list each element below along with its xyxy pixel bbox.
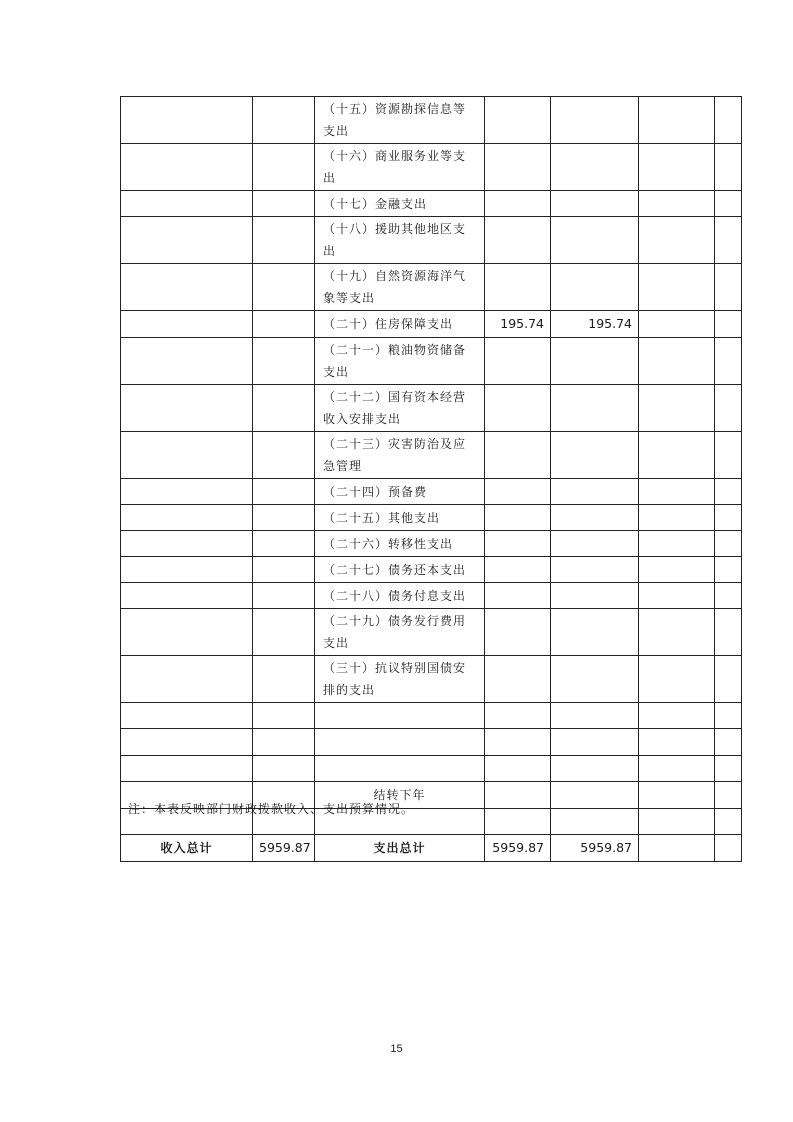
income-amount-cell — [253, 144, 315, 191]
expense-total-cell — [485, 264, 551, 311]
expense-fund-cell — [639, 729, 715, 756]
expense-total-cell — [485, 557, 551, 583]
expense-total-cell — [485, 782, 551, 809]
expense-general-cell — [551, 782, 639, 809]
income-item-cell — [121, 311, 253, 338]
expense-fund-cell — [639, 756, 715, 782]
expense-total-cell — [485, 338, 551, 385]
income-amount-cell — [253, 756, 315, 782]
expense-fund-cell — [639, 217, 715, 264]
expense-total-cell — [485, 656, 551, 703]
income-amount-cell — [253, 609, 315, 656]
expense-fund-cell — [639, 385, 715, 432]
expense-other-cell — [715, 809, 742, 835]
income-amount-cell — [253, 432, 315, 479]
expense-other-cell — [715, 338, 742, 385]
expense-fund-cell — [639, 703, 715, 729]
table-row — [121, 385, 742, 432]
expense-total-cell — [485, 609, 551, 656]
expense-total-cell — [485, 217, 551, 264]
income-amount-cell — [253, 338, 315, 385]
expense-general-cell — [551, 703, 639, 729]
expense-total-cell — [485, 583, 551, 609]
expense-item-cell: （二十六）转移性支出 — [315, 531, 485, 557]
income-total-value: 5959.87 — [253, 835, 315, 862]
expense-general-cell — [551, 557, 639, 583]
income-item-cell — [121, 217, 253, 264]
total-row — [121, 835, 742, 862]
expense-fund-cell — [639, 311, 715, 338]
expense-fund-total-value — [639, 835, 715, 862]
expense-fund-cell — [639, 583, 715, 609]
income-amount-cell — [253, 583, 315, 609]
expense-item-cell: （二十九）债务发行费用支出 — [315, 609, 485, 656]
expense-general-cell — [551, 338, 639, 385]
expense-item-cell: （十五）资源勘探信息等支出 — [315, 97, 485, 144]
budget-table — [120, 96, 742, 862]
income-amount-cell — [253, 479, 315, 505]
income-amount-cell — [253, 557, 315, 583]
expense-other-cell — [715, 609, 742, 656]
expense-item-cell: （十七）金融支出 — [315, 191, 485, 217]
expense-fund-cell — [639, 531, 715, 557]
expense-other-cell — [715, 191, 742, 217]
table-row — [121, 97, 742, 144]
table-row — [121, 479, 742, 505]
expense-fund-cell — [639, 264, 715, 311]
income-amount-cell — [253, 729, 315, 756]
table-row — [121, 338, 742, 385]
expense-item-cell: （二十三）灾害防治及应急管理 — [315, 432, 485, 479]
income-amount-cell — [253, 217, 315, 264]
expense-fund-cell — [639, 809, 715, 835]
expense-general-cell — [551, 583, 639, 609]
income-item-cell — [121, 338, 253, 385]
table-row — [121, 311, 742, 338]
expense-general-cell — [551, 432, 639, 479]
table-row — [121, 703, 742, 729]
expense-other-cell — [715, 97, 742, 144]
expense-other-total-value — [715, 835, 742, 862]
expense-total-cell — [485, 505, 551, 531]
expense-other-cell — [715, 385, 742, 432]
expense-general-cell: 195.74 — [551, 311, 639, 338]
income-item-cell — [121, 557, 253, 583]
expense-other-cell — [715, 583, 742, 609]
expense-item-cell: （十六）商业服务业等支出 — [315, 144, 485, 191]
expense-fund-cell — [639, 338, 715, 385]
expense-general-total-value: 5959.87 — [551, 835, 639, 862]
income-item-cell — [121, 191, 253, 217]
expense-other-cell — [715, 782, 742, 809]
income-item-cell — [121, 583, 253, 609]
expense-total-cell: 195.74 — [485, 311, 551, 338]
expense-item-cell: （十八）援助其他地区支出 — [315, 217, 485, 264]
table-row — [121, 609, 742, 656]
expense-total-cell — [485, 531, 551, 557]
expense-item-cell: （二十七）债务还本支出 — [315, 557, 485, 583]
expense-total-cell — [485, 729, 551, 756]
expense-other-cell — [715, 264, 742, 311]
expense-general-cell — [551, 385, 639, 432]
income-item-cell — [121, 656, 253, 703]
expense-general-cell — [551, 479, 639, 505]
expense-general-cell — [551, 729, 639, 756]
expense-item-cell: （二十八）债务付息支出 — [315, 583, 485, 609]
expense-other-cell — [715, 729, 742, 756]
expense-fund-cell — [639, 432, 715, 479]
income-item-cell — [121, 479, 253, 505]
table-row — [121, 583, 742, 609]
income-item-cell — [121, 609, 253, 656]
expense-fund-cell — [639, 557, 715, 583]
table-row — [121, 144, 742, 191]
expense-other-cell — [715, 531, 742, 557]
expense-item-cell: （二十）住房保障支出 — [315, 311, 485, 338]
expense-general-cell — [551, 264, 639, 311]
expense-general-cell — [551, 809, 639, 835]
expense-fund-cell — [639, 191, 715, 217]
expense-other-cell — [715, 432, 742, 479]
table-row — [121, 264, 742, 311]
expense-total-cell — [485, 703, 551, 729]
expense-general-cell — [551, 656, 639, 703]
expense-item-cell: （二十五）其他支出 — [315, 505, 485, 531]
income-amount-cell — [253, 385, 315, 432]
income-amount-cell — [253, 191, 315, 217]
income-item-cell — [121, 432, 253, 479]
expense-fund-cell — [639, 505, 715, 531]
expense-total-cell — [485, 432, 551, 479]
income-amount-cell — [253, 311, 315, 338]
expense-total-cell — [485, 809, 551, 835]
table-row — [121, 505, 742, 531]
expense-total-cell — [485, 191, 551, 217]
table-footnote: 注：本表反映部门财政拨款收入、支出预算情况。 — [128, 802, 415, 816]
expense-total-cell — [485, 144, 551, 191]
expense-other-cell — [715, 557, 742, 583]
expense-general-cell — [551, 97, 639, 144]
expense-fund-cell — [639, 656, 715, 703]
expense-general-cell — [551, 531, 639, 557]
table-row — [121, 432, 742, 479]
income-amount-cell — [253, 531, 315, 557]
expense-item-cell — [315, 729, 485, 756]
table-row — [121, 217, 742, 264]
income-item-cell — [121, 505, 253, 531]
income-item-cell — [121, 531, 253, 557]
income-item-cell — [121, 729, 253, 756]
expense-item-cell: （二十二）国有资本经营收入安排支出 — [315, 385, 485, 432]
table-row — [121, 531, 742, 557]
expense-total-cell — [485, 97, 551, 144]
expense-fund-cell — [639, 479, 715, 505]
expense-total-cell — [485, 385, 551, 432]
expense-general-cell — [551, 505, 639, 531]
income-item-cell — [121, 264, 253, 311]
table-row — [121, 557, 742, 583]
expense-total-value: 5959.87 — [485, 835, 551, 862]
expense-fund-cell — [639, 97, 715, 144]
expense-fund-cell — [639, 609, 715, 656]
expense-general-cell — [551, 217, 639, 264]
expense-other-cell — [715, 656, 742, 703]
table-row — [121, 656, 742, 703]
income-total-label: 收入总计 — [121, 835, 253, 862]
expense-item-cell — [315, 703, 485, 729]
carry-forward-cell: 结转下年 — [315, 782, 485, 809]
table-row — [121, 729, 742, 756]
table-row — [121, 756, 742, 782]
expense-item-cell: （二十一）粮油物资储备支出 — [315, 338, 485, 385]
expense-item-cell — [315, 756, 485, 782]
expense-item-cell: （三十）抗议特别国债安排的支出 — [315, 656, 485, 703]
expense-other-cell — [715, 756, 742, 782]
page-number: 15 — [390, 1043, 403, 1055]
expense-total-cell — [485, 756, 551, 782]
expense-fund-cell — [639, 782, 715, 809]
income-item-cell — [121, 385, 253, 432]
expense-item-cell: （十九）自然资源海洋气象等支出 — [315, 264, 485, 311]
table-row — [121, 191, 742, 217]
expense-total-label: 支出总计 — [315, 835, 485, 862]
expense-other-cell — [715, 479, 742, 505]
expense-other-cell — [715, 311, 742, 338]
income-item-cell — [121, 756, 253, 782]
income-amount-cell — [253, 656, 315, 703]
expense-item-cell: （二十四）预备费 — [315, 479, 485, 505]
expense-general-cell — [551, 609, 639, 656]
income-amount-cell — [253, 264, 315, 311]
income-amount-cell — [253, 97, 315, 144]
expense-fund-cell — [639, 144, 715, 191]
expense-general-cell — [551, 756, 639, 782]
income-item-cell — [121, 144, 253, 191]
income-amount-cell — [253, 703, 315, 729]
expense-other-cell — [715, 703, 742, 729]
expense-general-cell — [551, 191, 639, 217]
income-item-cell — [121, 97, 253, 144]
expense-other-cell — [715, 505, 742, 531]
expense-other-cell — [715, 144, 742, 191]
income-amount-cell — [253, 505, 315, 531]
expense-general-cell — [551, 144, 639, 191]
income-item-cell — [121, 703, 253, 729]
expense-total-cell — [485, 479, 551, 505]
expense-other-cell — [715, 217, 742, 264]
